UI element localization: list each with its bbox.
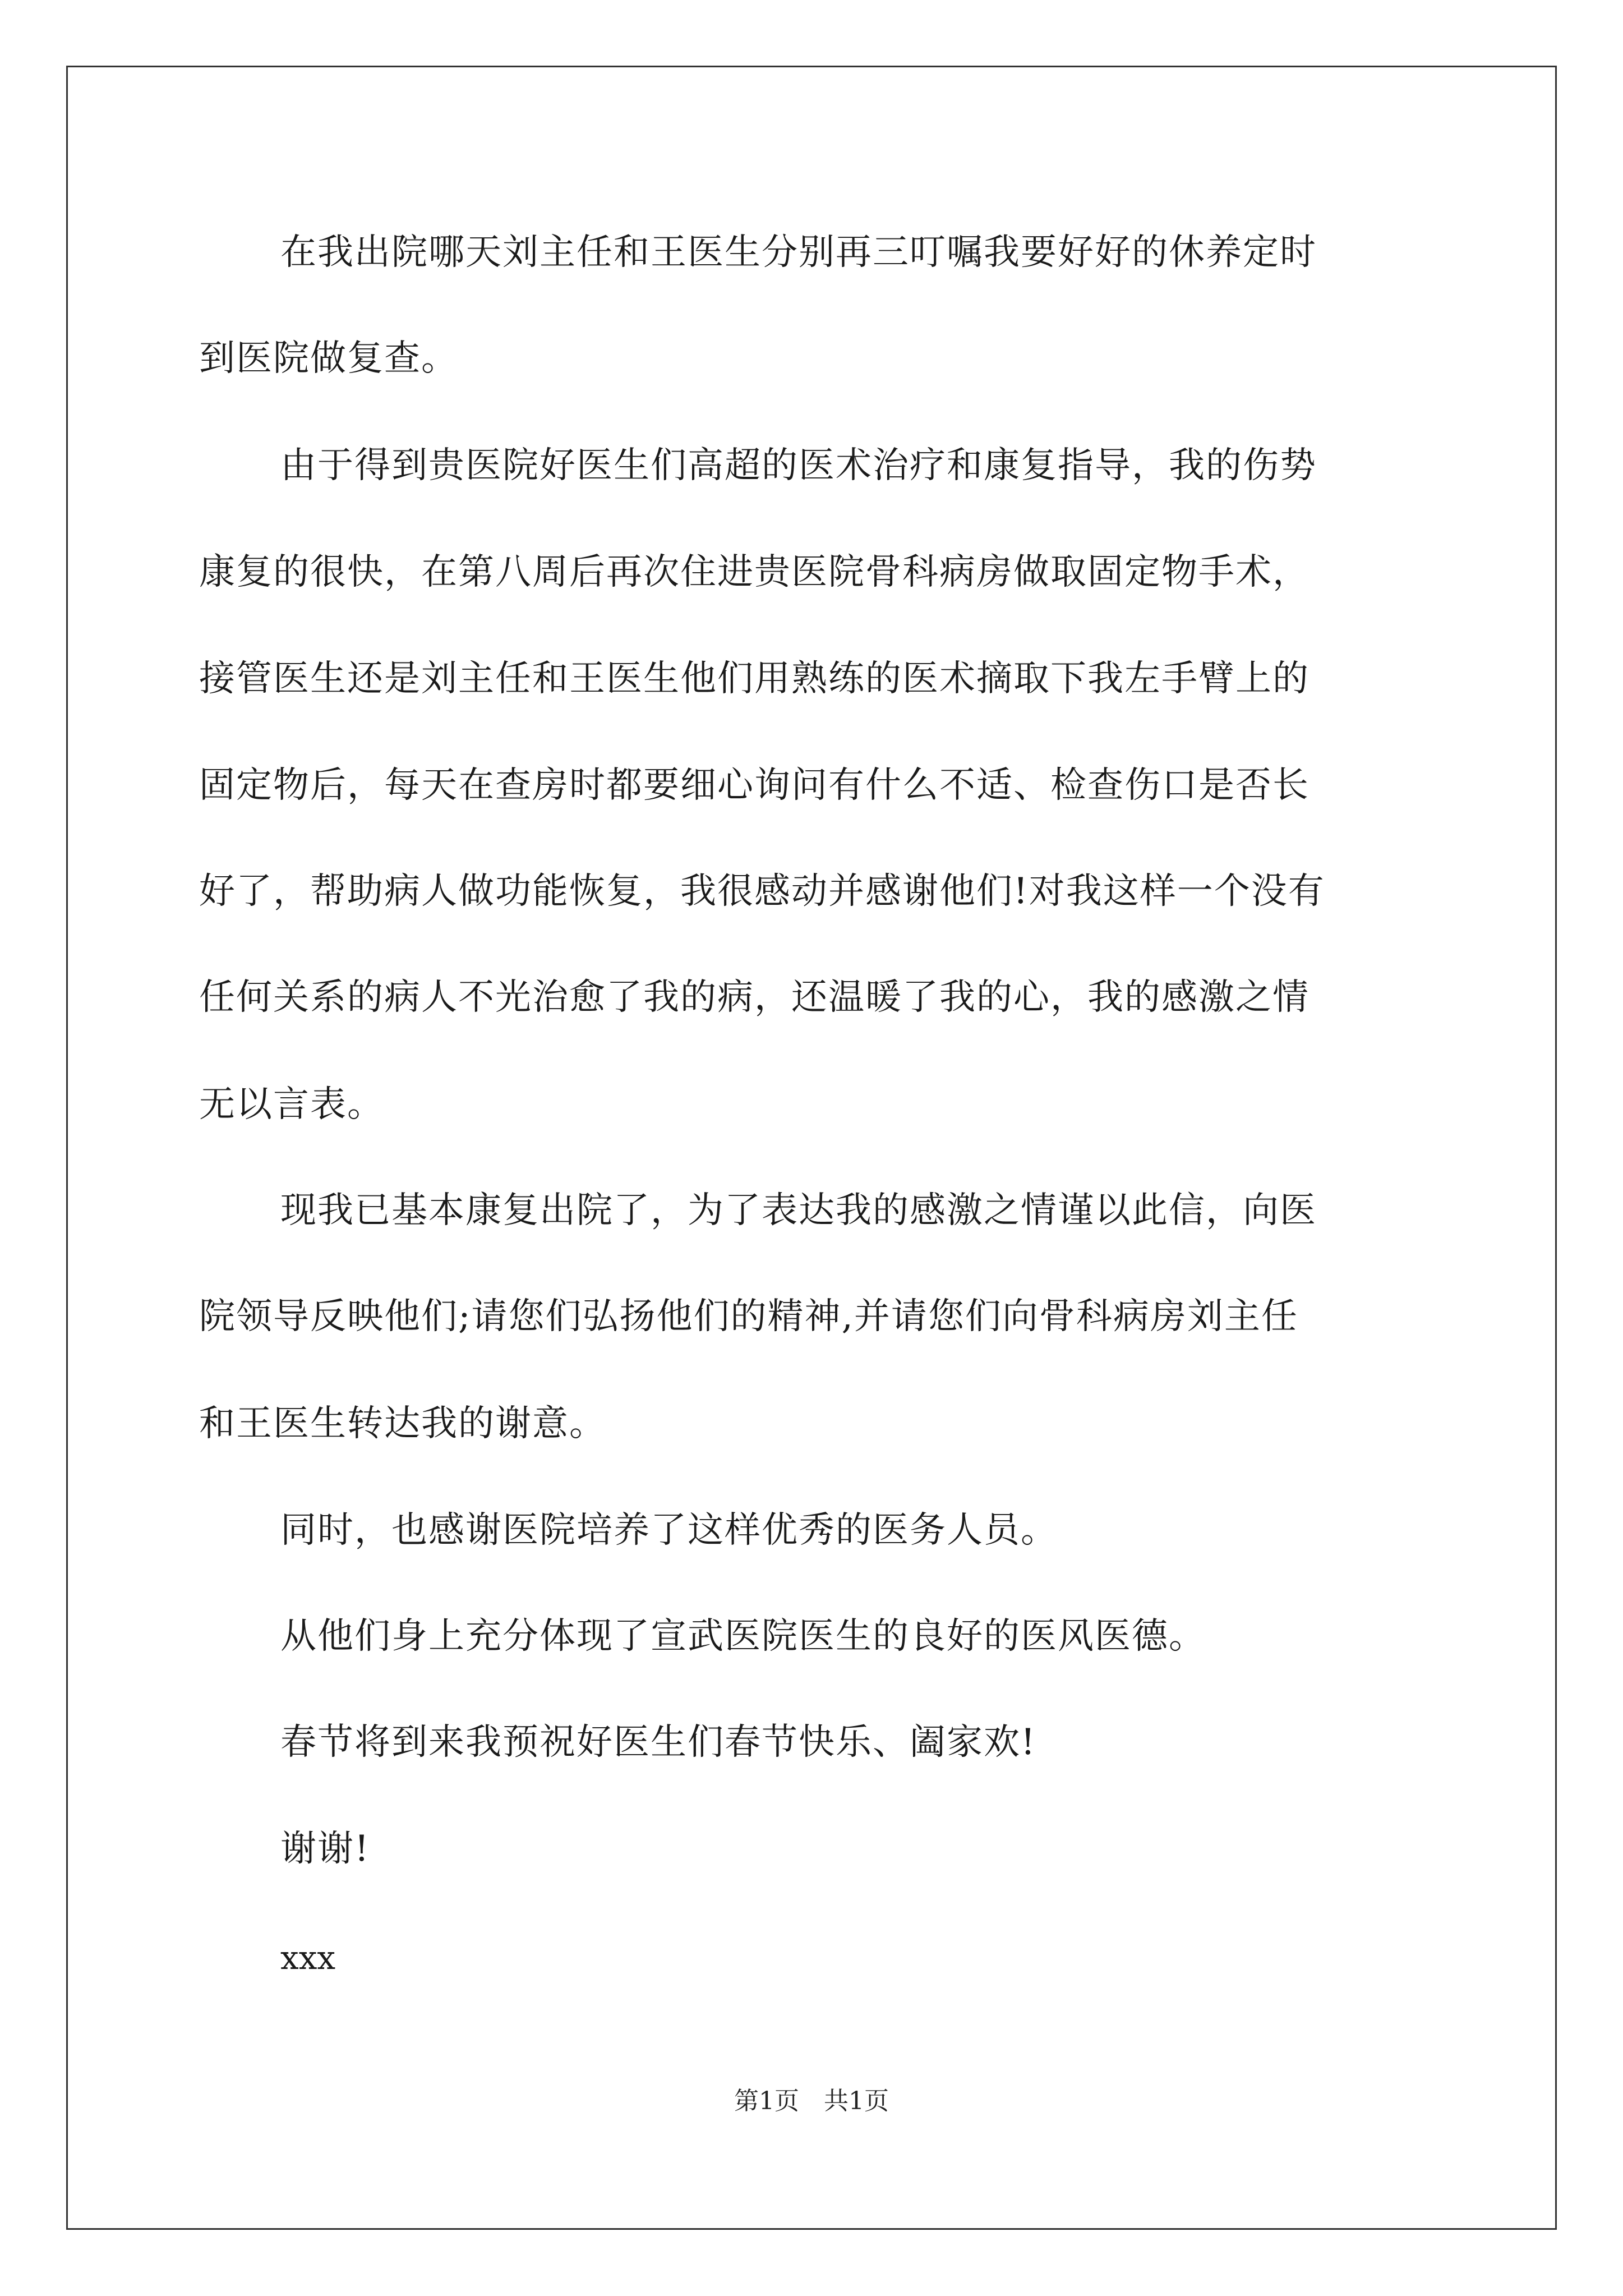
text-line: 由于得到贵医院好医生们高超的医术治疗和康复指导，我的伤势 <box>280 445 1317 486</box>
text-line: 从他们身上充分体现了宣武医院医生的良好的医风医德。 <box>280 1616 1206 1657</box>
text-line: 和王医生转达我的谢意。 <box>199 1403 606 1444</box>
text-line: 在我出院哪天刘主任和王医生分别再三叮嘱我要好好的休养定时 <box>280 232 1317 273</box>
text-line: 任何关系的病人不光治愈了我的病，还温暖了我的心，我的感激之情 <box>199 977 1310 1018</box>
page-border <box>66 66 1557 2230</box>
page-number: 第1页 共1页 <box>734 2087 889 2115</box>
text-line: 接管医生还是刘主任和王医生他们用熟练的医术摘取下我左手臂上的 <box>199 658 1310 700</box>
text-line: 固定物后，每天在查房时都要细心询问有什么不适、检查伤口是否长 <box>199 765 1310 806</box>
text-line: 无以言表。 <box>199 1084 384 1125</box>
text-line: 春节将到来我预祝好医生们春节快乐、阖家欢! <box>280 1722 1036 1763</box>
text-line: 到医院做复查。 <box>199 338 458 379</box>
text-line: 同时，也感谢医院培养了这样优秀的医务人员。 <box>280 1510 1058 1551</box>
text-line: 好了，帮助病人做功能恢复，我很感动并感谢他们!对我这样一个没有 <box>199 871 1325 912</box>
text-line: 谢谢! <box>280 1828 370 1870</box>
signature: xxx <box>280 1939 336 1977</box>
text-line: 院领导反映他们;请您们弘扬他们的精神,并请您们向骨科病房刘主任 <box>199 1296 1298 1337</box>
text-line: 康复的很快，在第八周后再次住进贵医院骨科病房做取固定物手术， <box>199 551 1310 593</box>
text-line: 现我已基本康复出院了，为了表达我的感激之情谨以此信，向医 <box>280 1190 1317 1231</box>
